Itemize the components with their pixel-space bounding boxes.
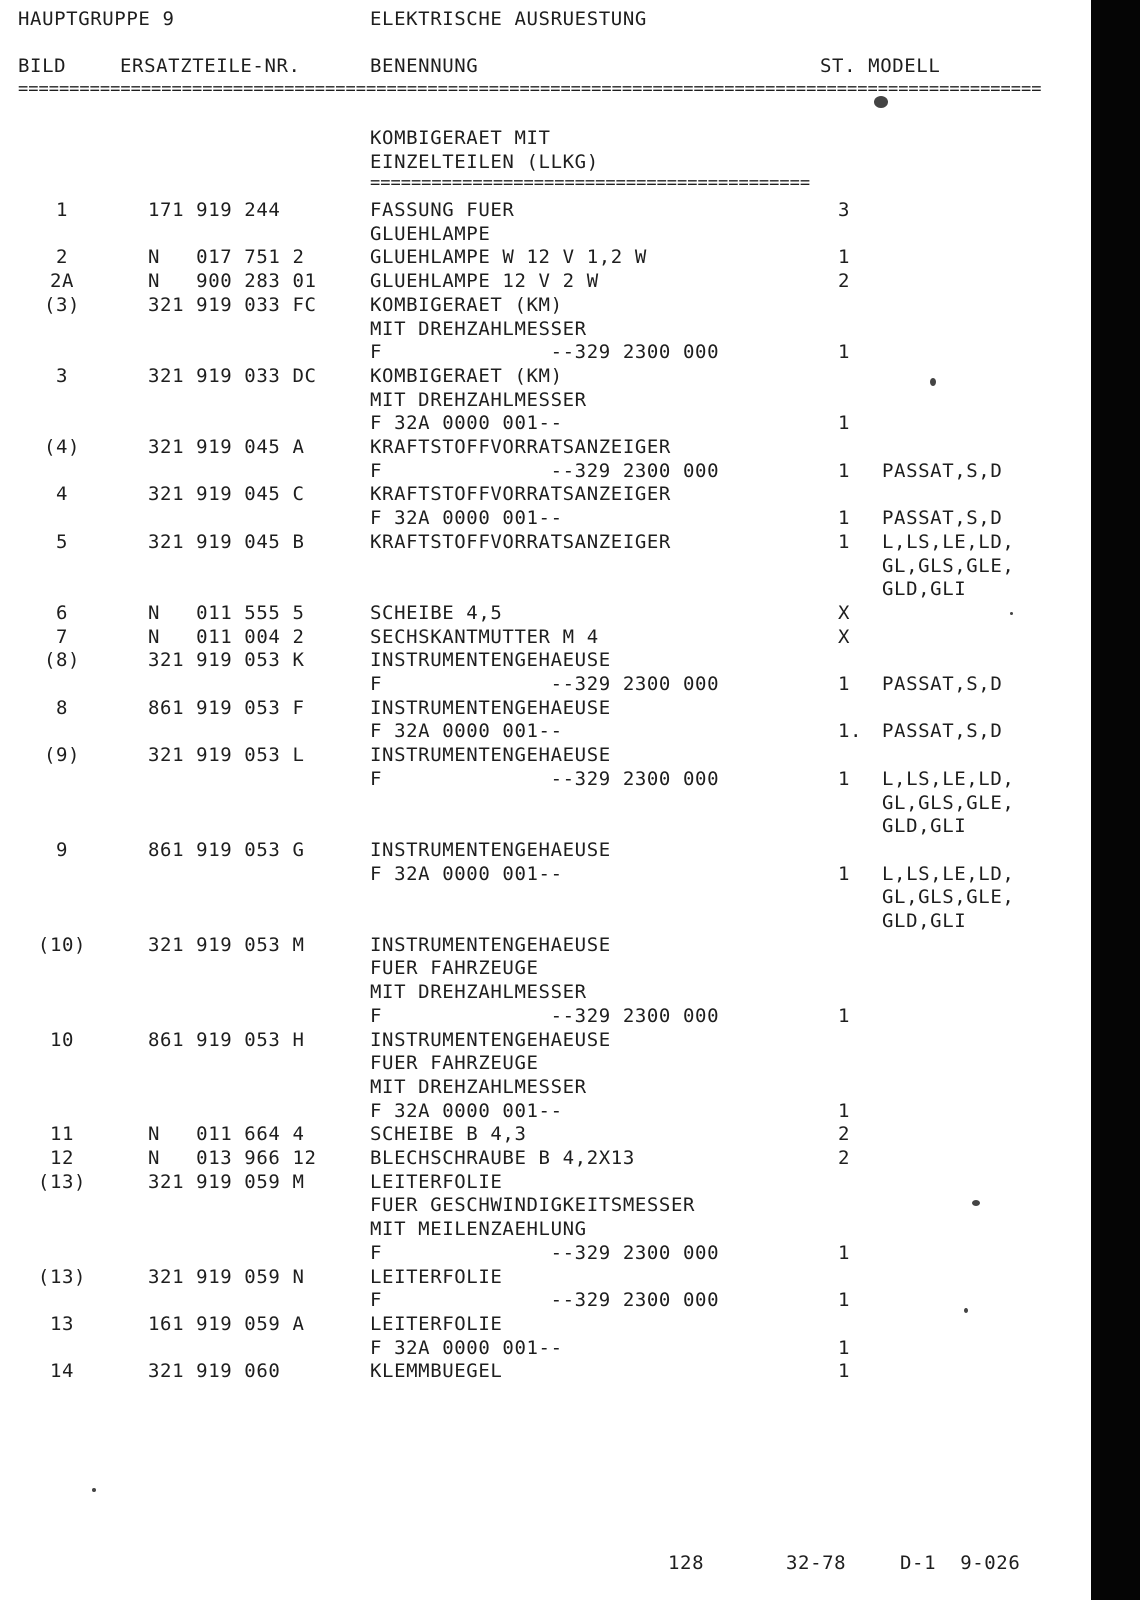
scan-speck [972, 1200, 980, 1206]
row-description: INSTRUMENTENGEHAEUSE [370, 649, 611, 672]
row-description: BLECHSCHRAUBE B 4,2X13 [370, 1147, 635, 1169]
row-part-number: 321 919 059 M [148, 1170, 305, 1193]
row-quantity: 1 [838, 1336, 851, 1359]
row-quantity: 3 [838, 199, 851, 221]
row-description: FUER FAHRZEUGE [370, 1052, 539, 1075]
row-bild: 2 [55, 246, 69, 269]
row-description: SCHEIBE 4,5 [370, 601, 503, 624]
row-bild: (10) [37, 933, 87, 956]
row-quantity: 1 [838, 862, 851, 885]
row-quantity: 1 [838, 459, 851, 482]
row-bild: 6 [55, 601, 69, 624]
row-bild: (13) [37, 1265, 87, 1288]
footer-document-code: D-1 9-026 [900, 1552, 1021, 1574]
row-model: PASSAT,S,D [882, 673, 1003, 695]
row-description: F --329 2300 000 [370, 1241, 720, 1264]
row-part-number: 321 919 033 DC [148, 364, 317, 387]
row-description: LEITERFOLIE [370, 1312, 503, 1335]
scan-speck [964, 1308, 968, 1313]
row-quantity: 1 [838, 530, 851, 553]
row-description: KOMBIGERAET (KM) [370, 293, 563, 316]
row-description: MIT DREHZAHLMESSER [370, 388, 587, 411]
row-description: F --329 2300 000 [370, 1004, 720, 1027]
row-description: SCHEIBE B 4,3 [370, 1123, 527, 1146]
row-quantity: 2 [838, 1123, 851, 1146]
row-quantity: X [838, 601, 851, 624]
row-bild: (8) [43, 649, 81, 672]
row-description: F 32A 0000 001-- [370, 720, 563, 743]
row-bild: 2A [49, 270, 75, 293]
row-description: FASSUNG FUER [370, 199, 515, 221]
row-part-number: 321 919 060 [148, 1360, 281, 1383]
header-rule: ==================================================================================================== [18, 82, 1042, 96]
row-bild: 9 [55, 838, 69, 861]
row-description: F --329 2300 000 [370, 459, 720, 482]
row-part-number: N 017 751 2 [148, 246, 305, 269]
row-description: F 32A 0000 001-- [370, 1099, 563, 1122]
row-quantity: 1 [838, 1099, 851, 1122]
row-part-number: N 011 555 5 [148, 601, 305, 624]
row-model: GLD,GLI [882, 578, 967, 601]
row-part-number: 861 919 053 G [148, 838, 305, 861]
footer-date: 32-78 [786, 1552, 847, 1574]
row-quantity: X [838, 625, 851, 648]
row-description: LEITERFOLIE [370, 1170, 503, 1193]
row-part-number: 321 919 045 A [148, 436, 305, 458]
row-part-number: 321 919 045 B [148, 530, 305, 553]
row-quantity: 1 [838, 507, 851, 530]
row-model: GL,GLS,GLE, [882, 886, 1015, 909]
row-description: INSTRUMENTENGEHAEUSE [370, 838, 611, 861]
row-description: INSTRUMENTENGEHAEUSE [370, 744, 611, 767]
row-part-number: N 011 664 4 [148, 1123, 305, 1146]
row-description: GLUEHLAMPE 12 V 2 W [370, 270, 599, 293]
row-description: MIT MEILENZAEHLUNG [370, 1218, 587, 1241]
row-bild: 5 [55, 530, 69, 553]
row-part-number: 861 919 053 H [148, 1028, 305, 1051]
row-quantity: 2 [838, 270, 851, 293]
row-quantity: 1. [838, 720, 863, 743]
section-rule: =========================================== [370, 176, 810, 190]
row-model: L,LS,LE,LD, [882, 862, 1015, 885]
scan-speck [930, 378, 936, 386]
row-quantity: 1 [838, 767, 851, 790]
row-bild: (13) [37, 1170, 87, 1193]
row-quantity: 2 [838, 1147, 851, 1169]
row-model: L,LS,LE,LD, [882, 767, 1015, 790]
row-part-number: 321 919 059 N [148, 1265, 305, 1288]
row-quantity: 1 [838, 1289, 851, 1312]
row-description: KRAFTSTOFFVORRATSANZEIGER [370, 436, 671, 458]
row-model: GLD,GLI [882, 910, 967, 932]
row-description: MIT DREHZAHLMESSER [370, 1075, 587, 1098]
row-description: INSTRUMENTENGEHAEUSE [370, 696, 611, 719]
section-title-line2: EINZELTEILEN (LLKG) [370, 151, 599, 173]
row-part-number: 861 919 053 F [148, 696, 305, 719]
row-bild: 11 [49, 1123, 75, 1146]
row-quantity: 1 [838, 412, 851, 435]
row-quantity: 1 [838, 246, 851, 269]
row-description: KRAFTSTOFFVORRATSANZEIGER [370, 530, 671, 553]
scan-speck [92, 1488, 96, 1492]
row-model: PASSAT,S,D [882, 720, 1003, 743]
row-description: INSTRUMENTENGEHAEUSE [370, 1028, 611, 1051]
row-model: GL,GLS,GLE, [882, 554, 1015, 577]
row-description: MIT DREHZAHLMESSER [370, 981, 587, 1004]
row-description: F --329 2300 000 [370, 341, 720, 364]
column-header-part-number: ERSATZTEILE-NR. [120, 55, 301, 77]
row-part-number: N 013 966 12 [148, 1147, 317, 1169]
row-description: LEITERFOLIE [370, 1265, 503, 1288]
row-description: FUER GESCHWINDIGKEITSMESSER [370, 1194, 696, 1217]
row-description: INSTRUMENTENGEHAEUSE [370, 933, 611, 956]
row-description: F --329 2300 000 [370, 673, 720, 695]
row-part-number: 161 919 059 A [148, 1312, 305, 1335]
scan-speck [874, 96, 888, 108]
row-bild: 14 [49, 1360, 75, 1383]
group-label: HAUPTGRUPPE 9 [18, 8, 175, 30]
row-model: PASSAT,S,D [882, 507, 1003, 530]
row-description: F --329 2300 000 [370, 767, 720, 790]
row-quantity: 1 [838, 341, 851, 364]
row-part-number: 321 919 033 FC [148, 293, 317, 316]
group-title: ELEKTRISCHE AUSRUESTUNG [370, 8, 647, 30]
row-description: KRAFTSTOFFVORRATSANZEIGER [370, 483, 671, 506]
row-description: SECHSKANTMUTTER M 4 [370, 625, 599, 648]
row-quantity: 1 [838, 1241, 851, 1264]
scan-speck [1010, 612, 1013, 615]
scan-edge-bar [1091, 0, 1140, 1600]
row-bild: 10 [49, 1028, 75, 1051]
row-description: F 32A 0000 001-- [370, 507, 563, 530]
row-bild: (4) [43, 436, 81, 458]
row-quantity: 1 [838, 1004, 851, 1027]
row-description: GLUEHLAMPE W 12 V 1,2 W [370, 246, 647, 269]
row-bild: 1 [55, 199, 69, 221]
row-bild: 4 [55, 483, 69, 506]
column-header-bild: BILD [18, 55, 67, 77]
footer-page-number: 128 [668, 1552, 705, 1574]
row-quantity: 1 [838, 1360, 851, 1383]
row-part-number: 321 919 053 L [148, 744, 305, 767]
row-bild: (9) [43, 744, 81, 767]
row-bild: 12 [49, 1147, 75, 1169]
column-header-description: BENENNUNG [370, 55, 479, 77]
row-description: KOMBIGERAET (KM) [370, 364, 563, 387]
row-quantity: 1 [838, 673, 851, 695]
row-part-number: 321 919 053 K [148, 649, 305, 672]
row-bild: 7 [55, 625, 69, 648]
row-bild: 3 [55, 364, 69, 387]
row-description: F 32A 0000 001-- [370, 862, 563, 885]
row-bild: 8 [55, 696, 69, 719]
row-model: GL,GLS,GLE, [882, 791, 1015, 814]
row-description: F 32A 0000 001-- [370, 412, 563, 435]
row-description: KLEMMBUEGEL [370, 1360, 503, 1383]
row-description: FUER FAHRZEUGE [370, 957, 539, 980]
row-description: MIT DREHZAHLMESSER [370, 317, 587, 340]
row-part-number: N 900 283 01 [148, 270, 317, 293]
column-header-qty-model: ST. MODELL [820, 55, 941, 77]
section-title-line1: KOMBIGERAET MIT [370, 127, 551, 149]
row-part-number: 321 919 053 M [148, 933, 305, 956]
row-part-number: 171 919 244 [148, 199, 281, 221]
row-part-number: N 011 004 2 [148, 625, 305, 648]
row-model: L,LS,LE,LD, [882, 530, 1015, 553]
row-description: F --329 2300 000 [370, 1289, 720, 1312]
row-bild: 13 [49, 1312, 75, 1335]
row-model: PASSAT,S,D [882, 459, 1003, 482]
row-part-number: 321 919 045 C [148, 483, 305, 506]
row-description: F 32A 0000 001-- [370, 1336, 563, 1359]
row-bild: (3) [43, 293, 81, 316]
row-model: GLD,GLI [882, 815, 967, 838]
row-description: GLUEHLAMPE [370, 222, 491, 245]
